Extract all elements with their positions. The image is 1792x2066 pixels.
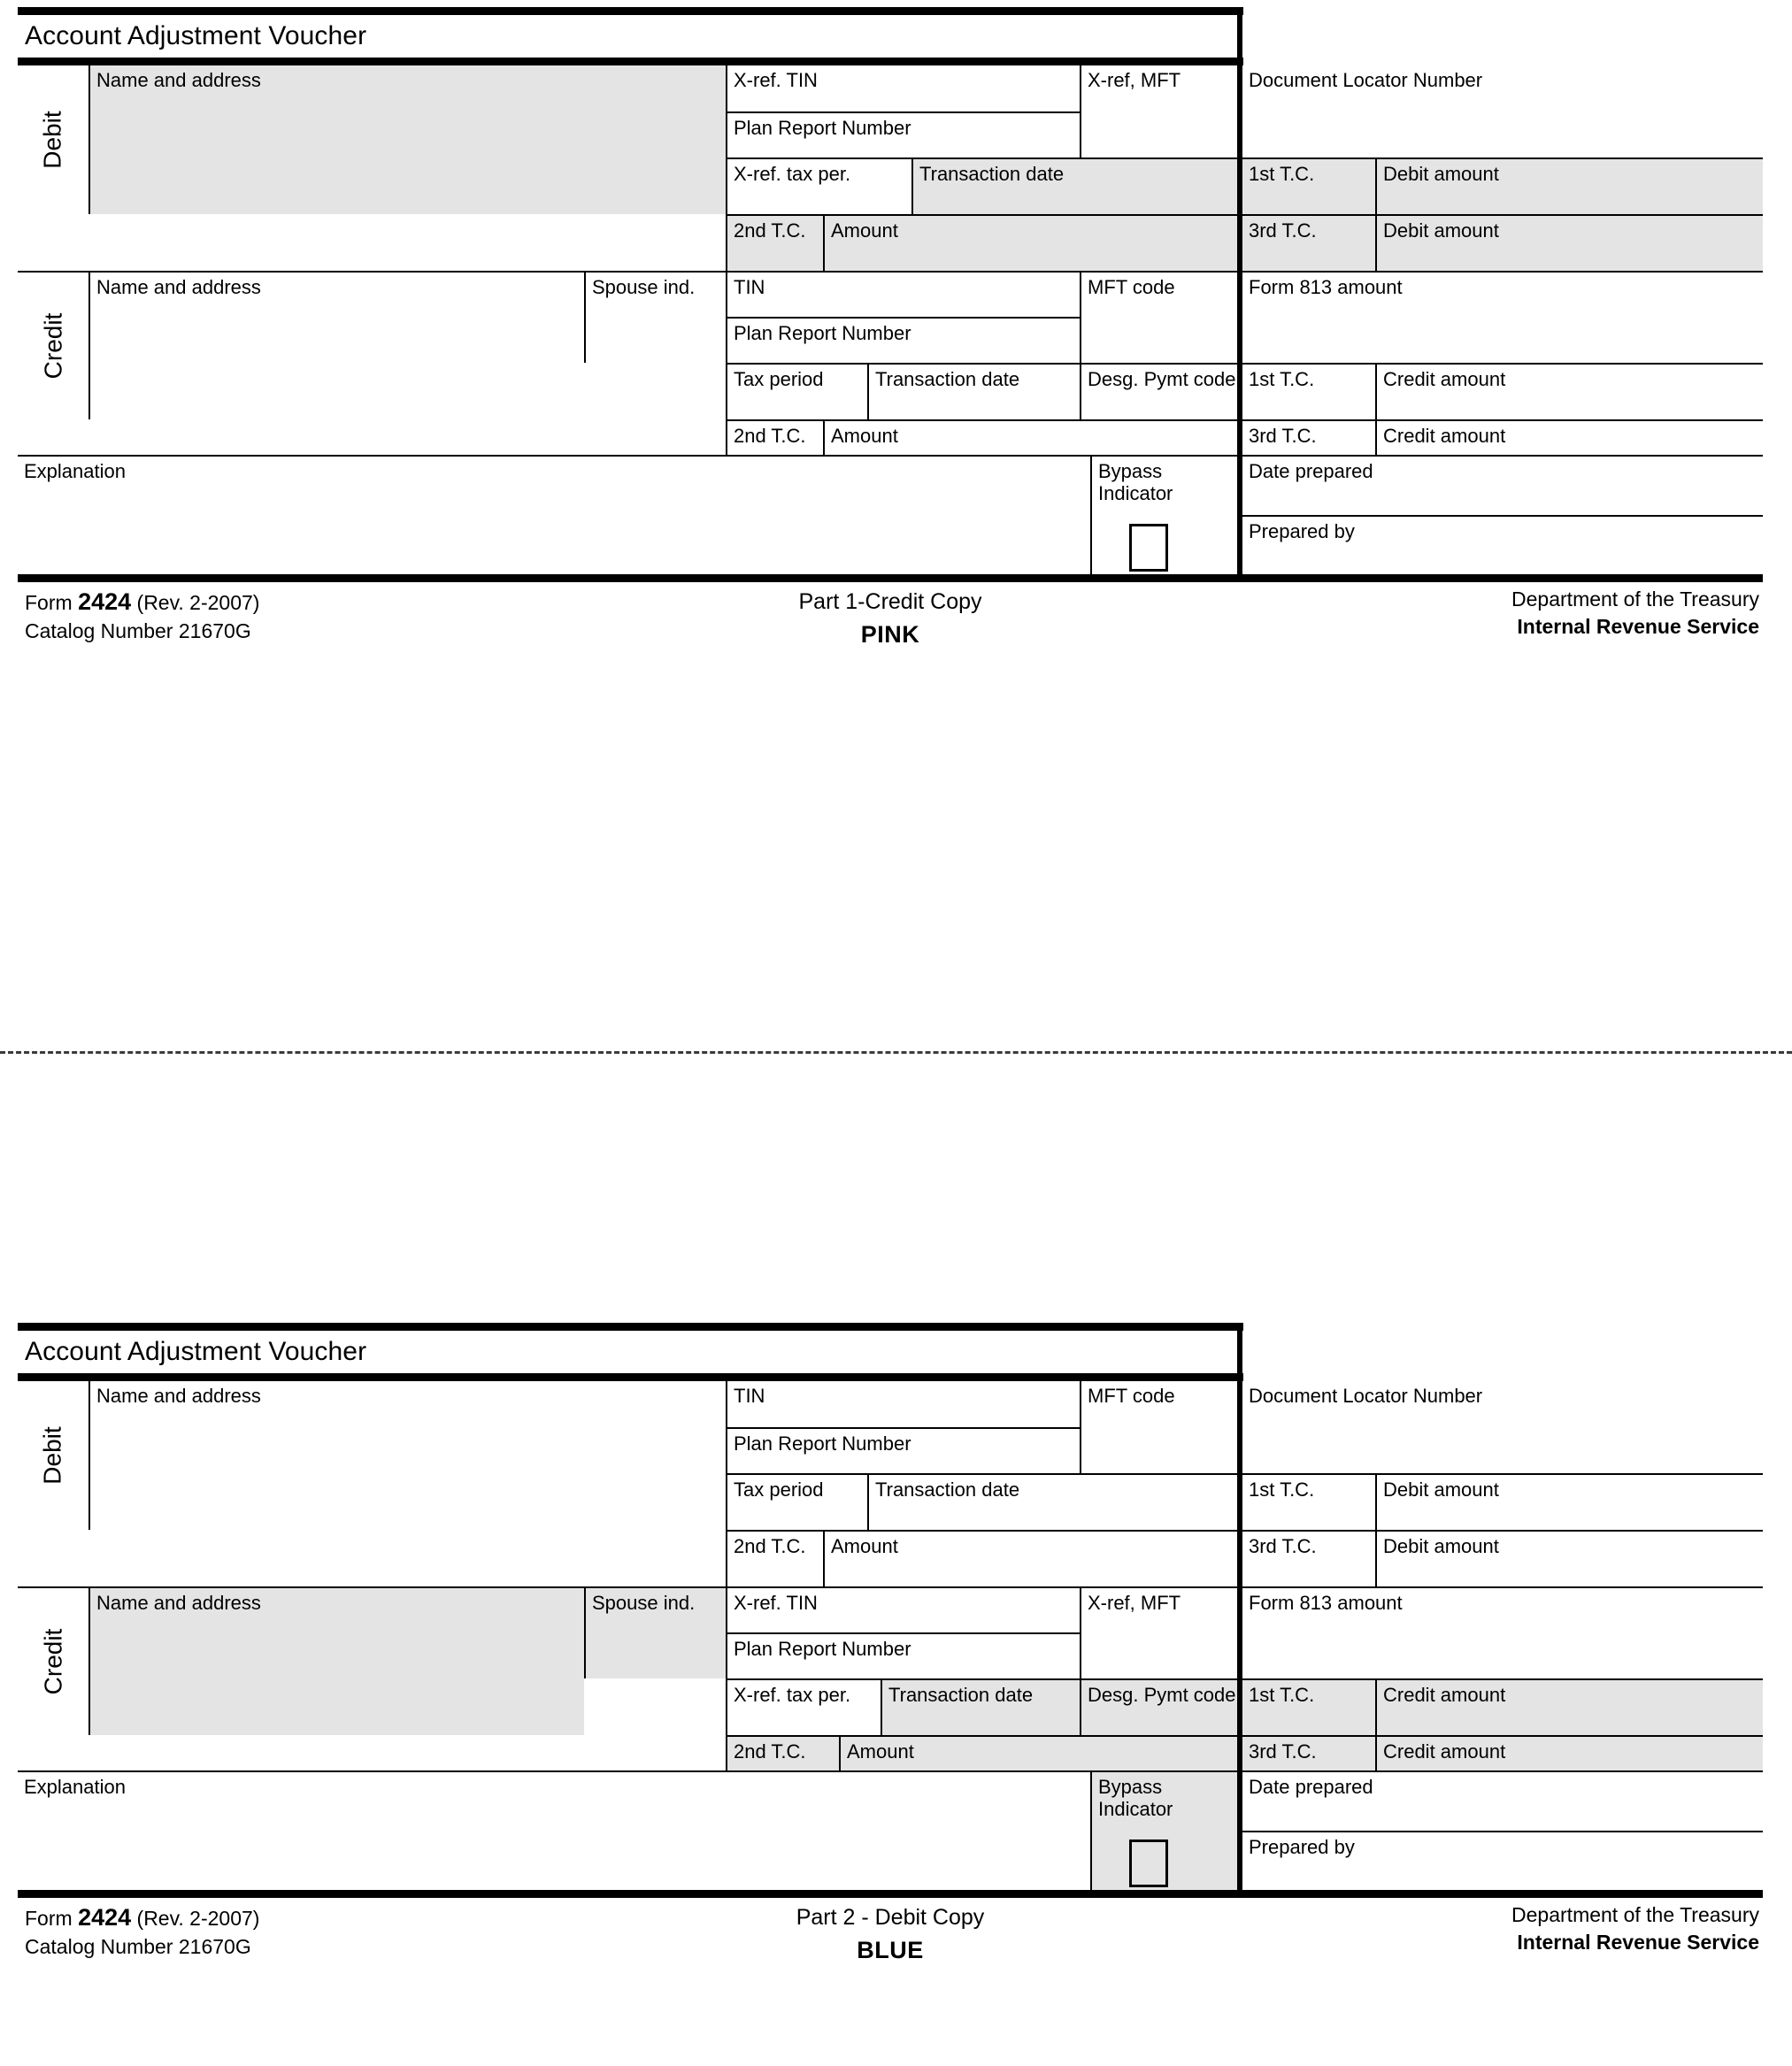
form-813-amount-field-part-1[interactable]: Form 813 amount	[1242, 271, 1763, 363]
date-prepared-field-part-2[interactable]: Date prepared	[1242, 1770, 1763, 1831]
debit-amount-2-field[interactable]: Debit amount	[1375, 214, 1763, 271]
debit-amount-1-field-2[interactable]: Debit amount	[1375, 1473, 1763, 1530]
credit-3rd-tc-field[interactable]: 3rd T.C.	[1242, 419, 1375, 476]
credit-2nd-tc-field[interactable]: 2nd T.C.	[726, 419, 823, 476]
debit-3rd-tc-field[interactable]: 3rd T.C.	[1242, 214, 1375, 271]
title-underline-part-2	[18, 1373, 1243, 1381]
debit-amount-2-field-2[interactable]: Debit amount	[1375, 1530, 1763, 1586]
top-rule-part-1	[18, 7, 1243, 15]
bottom-rule-part-2	[18, 1890, 1763, 1898]
part-copy-label-1: Part 1-Credit Copy	[798, 589, 982, 614]
prepared-by-field-part-2[interactable]: Prepared by	[1242, 1831, 1763, 1890]
debit-name-address-field[interactable]: Name and address	[88, 65, 726, 214]
credit-1st-tc-field-2[interactable]: 1st T.C.	[1242, 1678, 1375, 1735]
debit-plan-report-number-field[interactable]: Plan Report Number	[726, 111, 1080, 157]
document-locator-number-field-part-2[interactable]: Document Locator Number	[1242, 1381, 1763, 1473]
title-underline-part-1	[18, 58, 1243, 65]
debit-xref-tin-field[interactable]: X-ref. TIN	[726, 65, 1080, 111]
debit-name-address-field-2[interactable]: Name and address	[88, 1381, 726, 1530]
credit-xref-tax-period-field-2[interactable]: X-ref. tax per.	[726, 1678, 881, 1735]
footer-right-part-1	[1511, 586, 1759, 641]
bypass-indicator-checkbox-part-1[interactable]	[1129, 524, 1168, 572]
agency-line-1-part-2: Department of the Treasury	[1511, 1903, 1759, 1926]
credit-2nd-tc-field-2[interactable]: 2nd T.C.	[726, 1735, 839, 1792]
credit-tax-period-field[interactable]: Tax period	[726, 363, 867, 419]
credit-amount-1-field-2[interactable]: Credit amount	[1375, 1678, 1763, 1735]
debit-tin-field-2[interactable]: TIN	[726, 1381, 1080, 1427]
credit-1st-tc-field[interactable]: 1st T.C.	[1242, 363, 1375, 419]
part-copy-label-2: Part 2 - Debit Copy	[796, 1905, 985, 1930]
bypass-indicator-field-part-1[interactable]: Bypass Indicator	[1090, 455, 1237, 574]
credit-amount-1-field[interactable]: Credit amount	[1375, 363, 1763, 419]
credit-name-address-field[interactable]: Name and address	[88, 271, 584, 419]
agency-line-2-part-1: Internal Revenue Service	[1517, 615, 1759, 639]
credit-2nd-amount-field-2[interactable]: Amount	[839, 1735, 1237, 1792]
credit-3rd-tc-field-2[interactable]: 3rd T.C.	[1242, 1735, 1375, 1792]
credit-mft-code-field[interactable]: MFT code	[1080, 271, 1237, 363]
voucher-part-2	[18, 1323, 1763, 1964]
credit-spouse-indicator-field[interactable]: Spouse ind.	[584, 271, 726, 363]
tear-line-separator	[0, 1051, 1792, 1054]
debit-2nd-amount-entry[interactable]	[920, 214, 1237, 271]
debit-2nd-amount-field-2[interactable]: Amount	[823, 1530, 1237, 1586]
debit-1st-tc-field[interactable]: 1st T.C.	[1242, 157, 1375, 214]
debit-transaction-date-field-2[interactable]: Transaction date	[867, 1473, 1237, 1530]
page-title-2: Account Adjustment Voucher	[25, 1337, 367, 1366]
document-locator-number-field-part-1[interactable]: Document Locator Number	[1242, 65, 1763, 157]
credit-desg-pymt-code-field[interactable]: Desg. Pymt code	[1080, 363, 1237, 419]
catalog-number-part-2: Catalog Number 21670G	[25, 1935, 251, 1959]
form-number-line-part-1: Form 2424 (Rev. 2-2007)	[25, 588, 260, 615]
credit-xref-tin-field-2[interactable]: X-ref. TIN	[726, 1586, 1080, 1632]
title-band-part-1	[18, 15, 1243, 58]
credit-transaction-date-field[interactable]: Transaction date	[867, 363, 1080, 419]
catalog-number-part-1: Catalog Number 21670G	[25, 619, 251, 643]
footer-part-1	[18, 582, 1763, 653]
credit-section-label: Credit	[18, 271, 88, 419]
debit-xref-mft-field[interactable]: X-ref, MFT	[1080, 65, 1237, 157]
debit-transaction-date-field[interactable]: Transaction date	[911, 157, 1237, 214]
footer-center-part-2	[18, 1901, 1763, 1968]
bottom-rule-part-1	[18, 574, 1763, 582]
footer-right-part-2	[1511, 1901, 1759, 1956]
credit-desg-pymt-code-field-2[interactable]: Desg. Pymt code	[1080, 1678, 1237, 1735]
top-rule-part-2	[18, 1323, 1243, 1331]
debit-mft-code-field-2[interactable]: MFT code	[1080, 1381, 1237, 1473]
debit-section-label-2: Debit	[18, 1381, 88, 1530]
credit-xref-mft-field-2[interactable]: X-ref, MFT	[1080, 1586, 1237, 1678]
grid-part-2	[18, 1381, 1763, 1770]
credit-2nd-amount-field[interactable]: Amount	[823, 419, 1237, 476]
explanation-band-part-2	[18, 1770, 1763, 1890]
footer-center-part-1	[18, 586, 1763, 652]
credit-spouse-indicator-field-2[interactable]: Spouse ind.	[584, 1586, 726, 1678]
credit-tin-field[interactable]: TIN	[726, 271, 1080, 317]
voucher-part-1	[18, 7, 1763, 649]
credit-section-label-2: Credit	[18, 1586, 88, 1735]
debit-1st-tc-field-2[interactable]: 1st T.C.	[1242, 1473, 1375, 1530]
credit-plan-report-number-field-2[interactable]: Plan Report Number	[726, 1632, 1080, 1678]
debit-2nd-amount-field[interactable]: Amount	[823, 214, 920, 271]
debit-section-label: Debit	[18, 65, 88, 214]
footer-part-2	[18, 1898, 1763, 1969]
bypass-indicator-checkbox-part-2[interactable]	[1129, 1839, 1168, 1887]
form-number-line-part-2: Form 2424 (Rev. 2-2007)	[25, 1904, 260, 1931]
debit-tax-period-field-2[interactable]: Tax period	[726, 1473, 867, 1530]
title-band-part-2	[18, 1331, 1243, 1373]
debit-amount-1-field[interactable]: Debit amount	[1375, 157, 1763, 214]
part-color-label-2: BLUE	[857, 1937, 924, 1964]
agency-line-2-part-2: Internal Revenue Service	[1517, 1931, 1759, 1955]
credit-plan-report-number-field[interactable]: Plan Report Number	[726, 317, 1080, 363]
debit-3rd-tc-field-2[interactable]: 3rd T.C.	[1242, 1530, 1375, 1586]
form-813-amount-field-part-2[interactable]: Form 813 amount	[1242, 1586, 1763, 1678]
date-prepared-field-part-1[interactable]: Date prepared	[1242, 455, 1763, 515]
credit-transaction-date-field-2[interactable]: Transaction date	[881, 1678, 1080, 1735]
grid-part-1	[18, 65, 1763, 455]
credit-amount-2-field-2[interactable]: Credit amount	[1375, 1735, 1763, 1792]
debit-2nd-tc-field[interactable]: 2nd T.C.	[726, 214, 823, 271]
explanation-field-part-2[interactable]: Explanation	[18, 1770, 1090, 1890]
debit-xref-tax-period-field[interactable]: X-ref. tax per.	[726, 157, 911, 214]
page-title: Account Adjustment Voucher	[25, 21, 367, 50]
explanation-band-part-1	[18, 455, 1763, 574]
credit-name-address-field-2[interactable]: Name and address	[88, 1586, 584, 1735]
part-color-label-1: PINK	[860, 621, 920, 649]
debit-2nd-tc-field-2[interactable]: 2nd T.C.	[726, 1530, 823, 1586]
agency-line-1-part-1: Department of the Treasury	[1511, 588, 1759, 611]
prepared-by-field-part-1[interactable]: Prepared by	[1242, 515, 1763, 574]
explanation-field-part-1[interactable]: Explanation	[18, 455, 1090, 574]
debit-plan-report-number-field-2[interactable]: Plan Report Number	[726, 1427, 1080, 1473]
bypass-indicator-field-part-2[interactable]: Bypass Indicator	[1090, 1770, 1237, 1890]
credit-amount-2-field[interactable]: Credit amount	[1375, 419, 1763, 476]
